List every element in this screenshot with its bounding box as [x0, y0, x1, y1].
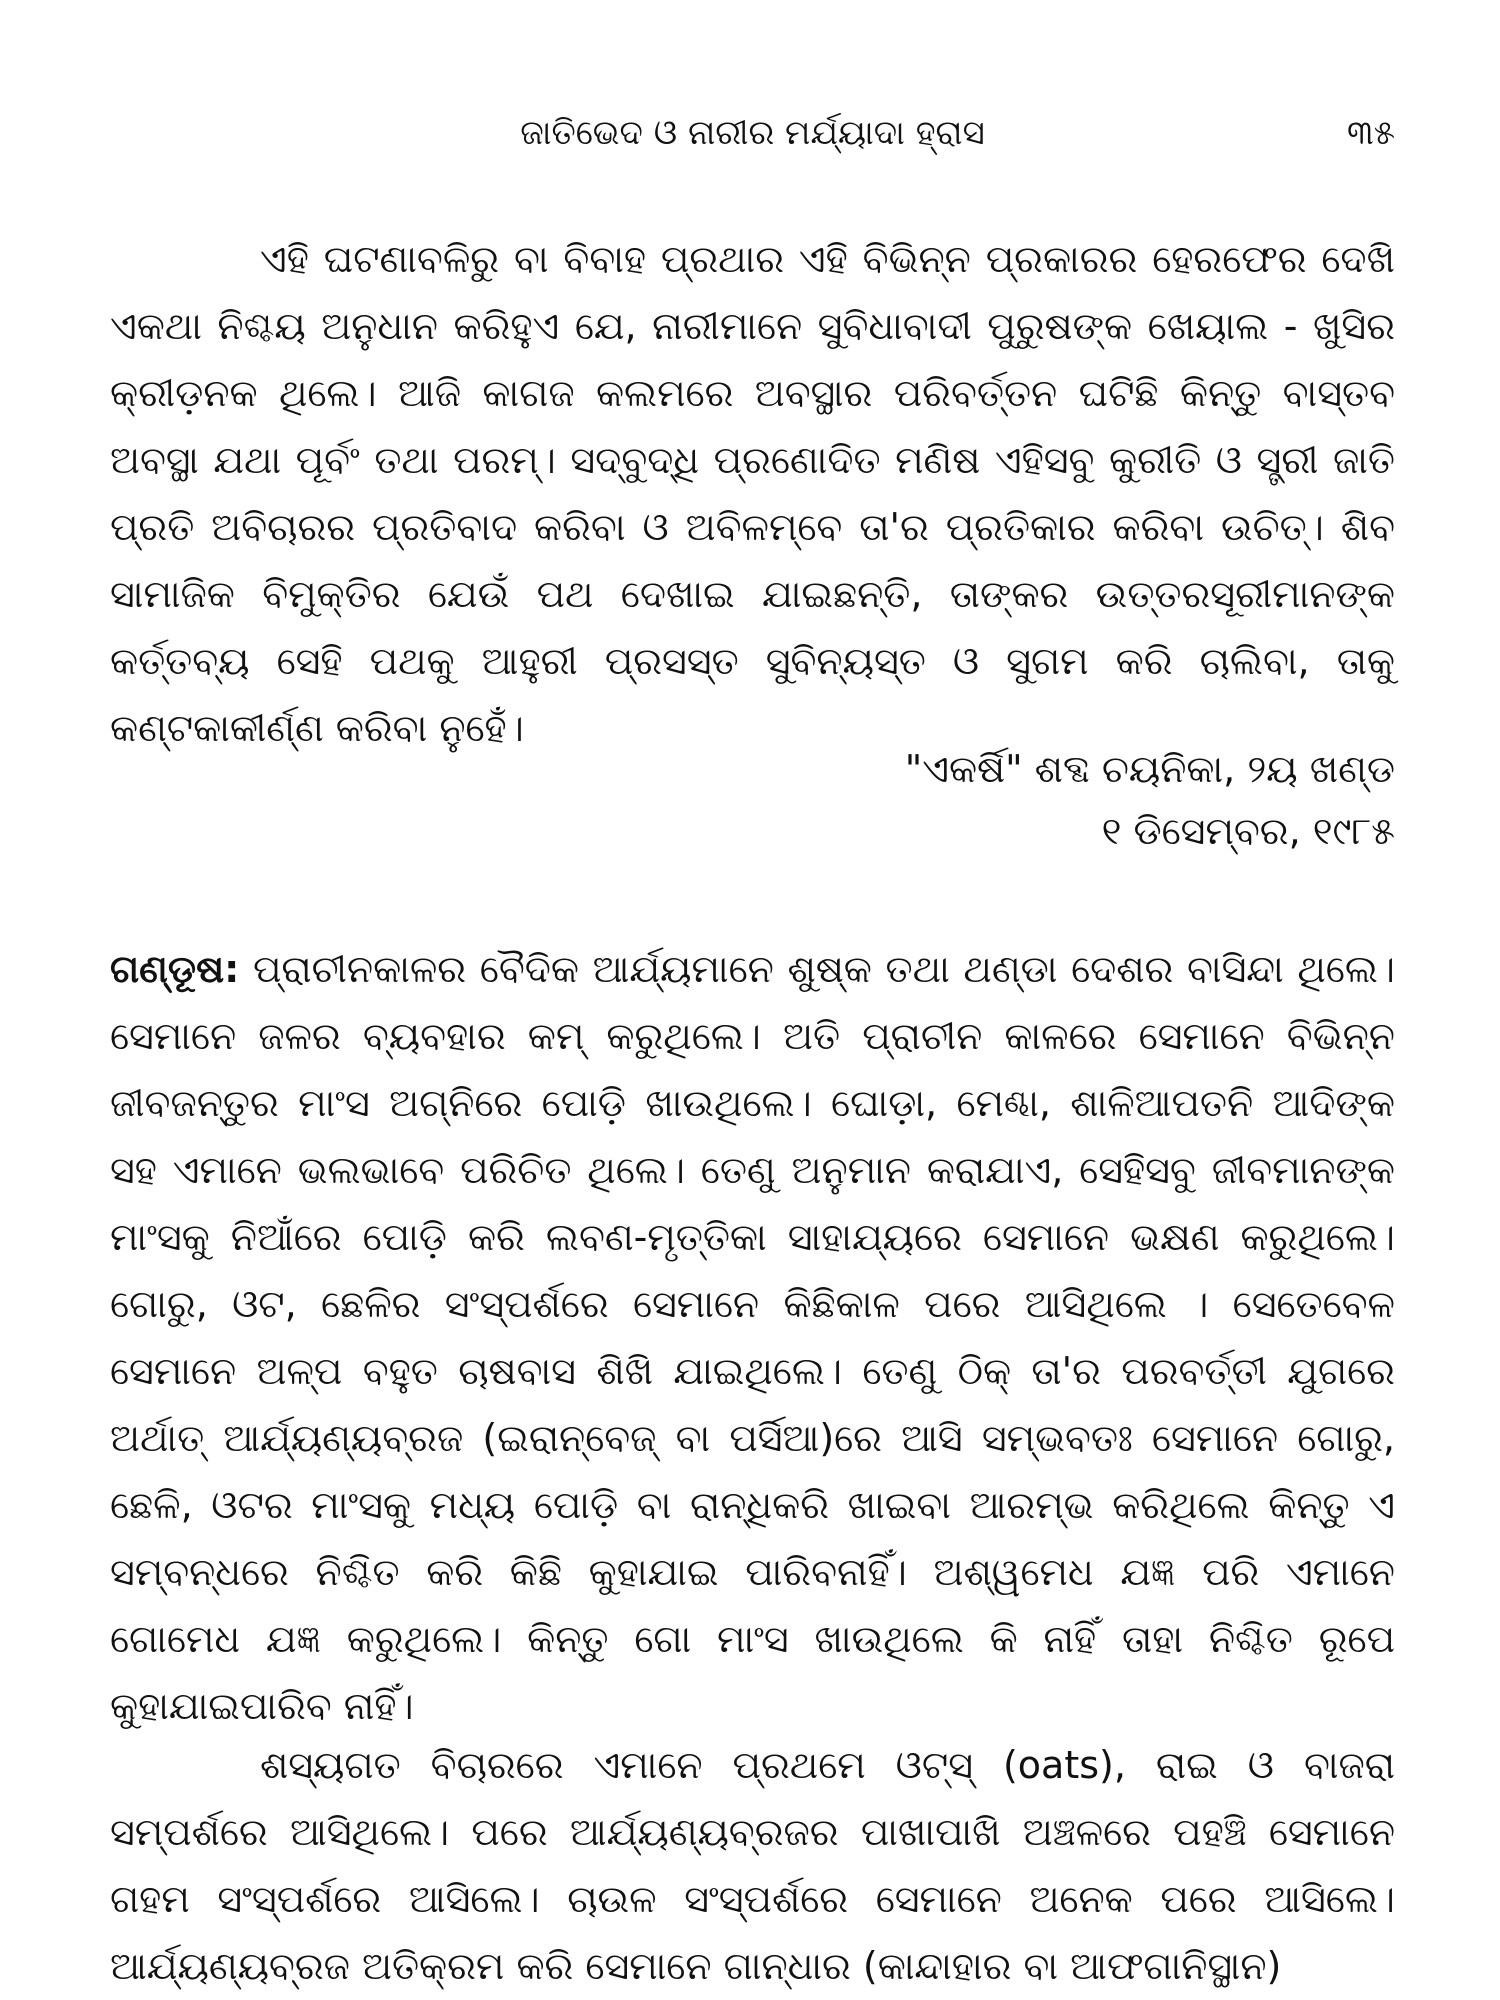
paragraph-3: ଶସ୍ୟଗତ ବିଚାରରେ ଏମାନେ ପ୍ରଥମେ ଓଟ୍‌ସ୍ (oats), ରାଇ ଓ ବାଜରା ସମ୍ପର୍ଶରେ ଆସିଥିଲେ। ପରେ ଆର୍ଯ୍ୟଣ୍ୟବ୍ରଜର ପାଖାପାଖି ଅଞ୍ଚଳରେ ପହଞ୍ଚି ସେମାନେ ଗହମ ସଂସ୍ପର୍ଶରେ ଆସିଲେ। ଚାଉଳ ସଂସ୍ପର୍ଶରେ ସେମାନେ ଅନେକ ପରେ ଆସିଲେ। ଆର୍ଯ୍ୟଣ୍ୟବ୍ରଜ ଅତିକ୍ରମ କରି ସେମାନେ ଗାନ୍ଧାର (କାନ୍ଦାହାର ବା ଆଫଗାନିସ୍ଥାନ) — [110, 1743, 1395, 1988]
chapter-title: ଜାତିଭେଦ ଓ ନାରୀର ମର୍ଯ୍ୟାଦା ହ୍ରାସ — [520, 113, 985, 153]
glossary-term: ଗଣ୍ଡୂଷ: — [110, 947, 240, 991]
paragraph-2 — [110, 936, 1395, 1740]
paragraph-2-text: ପ୍ରାଚୀନକାଳର ବୈଦିକ ଆର୍ଯ୍ୟମାନେ ଶୁଷ୍କ ତଥା ଥଣ୍ଡା ଦେଶର ବାସିନ୍ଦା ଥିଲେ। ସେମାନେ ଜଳର ବ୍ୟବହାର କମ୍ କରୁଥିଲେ। ଅତି ପ୍ରାଚୀନ କାଳରେ ସେମାନେ ବିଭିନ୍ନ ଜୀବଜନ୍ତୁର ମାଂସ ଅଗ୍ନିରେ ପୋଡ଼ି ଖାଉଥିଲେ। ଘୋଡ଼ା, ମେଣ୍ଢା, ଶାଳିଆପତନି ଆଦିଙ୍କ ସହ ଏମାନେ ଭଲଭାବେ ପରିଚିତ ଥିଲେ। ତେଣୁ ଅନୁମାନ କରାଯାଏ, ସେହିସବୁ ଜୀବମାନଙ୍କ ମାଂସକୁ ନିଆଁରେ ପୋଡ଼ି କରି ଲବଣ-ମୃତ୍ତିକା ସାହାଯ୍ୟରେ ସେମାନେ ଭକ୍ଷଣ କରୁଥିଲେ। ଗୋରୁ, ଓଟ, ଛେଳିର ସଂସ୍ପର୍ଶରେ ସେମାନେ କିଛିକାଳ ପରେ ଆସିଥିଲେ । ସେତେବେଳ ସେମାନେ ଅଳ୍ପ ବହୁତ ଚାଷବାସ ଶିଖି ଯାଇଥିଲେ। ତେଣୁ ଠିକ୍ ତା'ର ପରବର୍ତ୍ତୀ ଯୁଗରେ ଅର୍ଥାତ୍ ଆର୍ଯ୍ୟଣ୍ୟବ୍ରଜ (ଇରାନ୍‌ବେଜ୍ ବା ପର୍ସିଆ)ରେ ଆସି ସମ୍ଭବତଃ ସେମାନେ ଗୋରୁ, ଛେଳି, ଓଟର ମାଂସକୁ ମଧ୍ୟ ପୋଡ଼ି ବା ରାନ୍ଧିକରି ଖାଇବା ଆରମ୍ଭ କରିଥିଲେ କିନ୍ତୁ ଏ ସମ୍ବନ୍ଧରେ ନିଶ୍ଚିତ କରି କିଛି କୁହାଯାଇ ପାରିବନାହିଁ। ଅଶ୍ୱମେଧ ଯଜ୍ଞ ପରି ଏମାନେ ଗୋମେଧ ଯଜ୍ଞ କରୁଥିଲେ। କିନ୍ତୁ ଗୋ ମାଂସ ଖାଉଥିଲେ କି ନାହିଁ ତାହା ନିଶ୍ଚିତ ରୂପେ କୁହାଯାଇପାରିବ ନାହିଁ। — [110, 947, 1395, 1728]
citation-date: ୧ ଡିସେମ୍ବର, ୧୯୮୫ — [1101, 809, 1395, 853]
citation — [595, 738, 1395, 862]
running-header — [110, 108, 1395, 158]
paragraph-1: ଏହି ଘଟଣାବଳିରୁ ବା ବିବାହ ପ୍ରଥାର ଏହି ବିଭିନ୍ନ ପ୍ରକାରର ହେରଫେର ଦେଖି ଏକଥା ନିଶ୍ଚୟ ଅନୁଧାନ କରିହୁଏ ଯେ, ନାରୀମାନେ ସୁବିଧାବାଦୀ ପୁରୁଷଙ୍କ ଖେୟାଲ - ଖୁସିର କ୍ରୀଡ଼ନକ ଥିଲେ। ଆଜି କାଗଜ କଲମରେ ଅବସ୍ଥାର ପରିବର୍ତ୍ତନ ଘଟିଛି କିନ୍ତୁ ବାସ୍ତବ ଅବସ୍ଥା ଯଥା ପୂର୍ବଂ ତଥା ପରମ୍। ସଦ୍‌ବୁଦ୍ଧି ପ୍ରଣୋଦିତ ମଣିଷ ଏହିସବୁ କୁରୀତି ଓ ସ୍ତ୍ରୀ ଜାତି ପ୍ରତି ଅବିଚାରର ପ୍ରତିବାଦ କରିବା ଓ ଅବିଳମ୍ବେ ତା'ର ପ୍ରତିକାର କରିବା ଉଚିତ୍। ଶିବ ସାମାଜିକ ବିମୁକ୍ତିର ଯେଉଁ ପଥ ଦେଖାଇ ଯାଇଛନ୍ତି, ତାଙ୍କର ଉତ୍ତରସୂରୀମାନଙ୍କ କର୍ତ୍ତବ୍ୟ ସେହି ପଥକୁ ଆହୁରୀ ପ୍ରସସ୍ତ ସୁବିନ୍ୟସ୍ତ ଓ ସୁଗମ କରି ଚାଲିବା, ତାକୁ କଣ୍ଟକାକୀର୍ଣ୍ଣ କରିବା ନୁହେଁ। — [110, 237, 1395, 750]
page-number: ୩୫ — [1347, 113, 1395, 153]
citation-source: "ଏକର୍ଷି" ଶବ୍ଦ ଚୟନିକା, ୨ୟ ଖଣ୍ଡ — [904, 747, 1395, 791]
